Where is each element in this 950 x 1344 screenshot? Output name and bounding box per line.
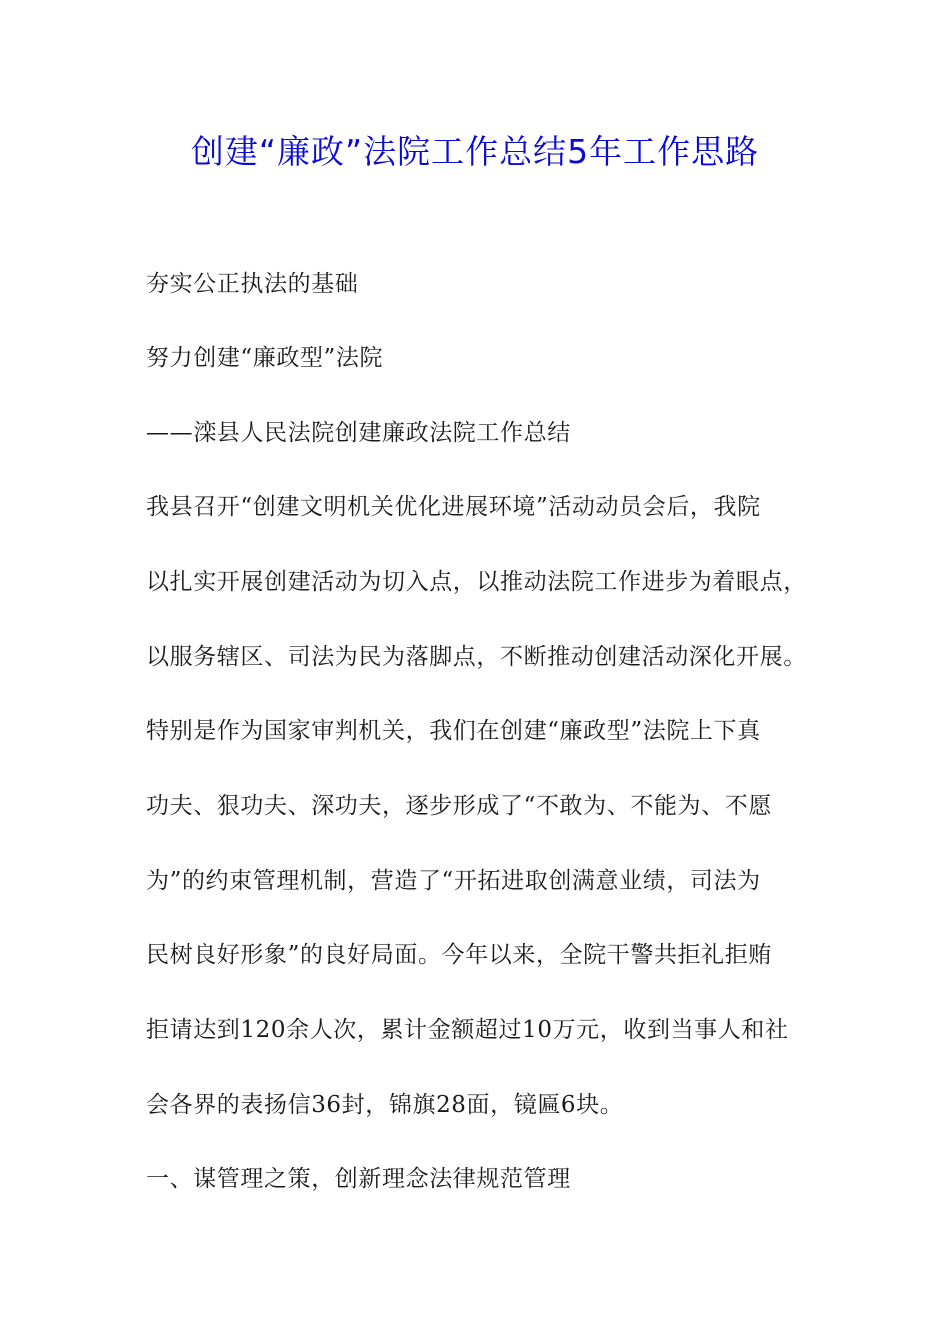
body-line-5: 功夫、狠功夫、深功夫，逐步形成了“不敢为、不能为、不愿 [146, 793, 772, 819]
body-line-2: 以扎实开展创建活动为切入点，以推动法院工作进步为着眼点， [146, 569, 807, 595]
body-line-9: 会各界的表扬信36封，锦旗28面，镜匾6块。 [146, 1092, 624, 1118]
body-line-4: 特别是作为国家审判机关，我们在创建“廉政型”法院上下真 [146, 718, 761, 744]
section-heading-1: 一、谋管理之策，创新理念法律规范管理 [146, 1166, 571, 1192]
subtitle-line-1: 夯实公正执法的基础 [146, 271, 359, 297]
subtitle-line-2: 努力创建“廉政型”法院 [146, 345, 384, 371]
body-line-1: 我县召开“创建文明机关优化进展环境”活动动员会后，我院 [146, 494, 761, 520]
subtitle-line-3: ——滦县人民法院创建廉政法院工作总结 [146, 420, 571, 446]
document-title: 创建“廉政”法院工作总结5年工作思路 [190, 132, 760, 171]
body-line-8: 拒请达到120余人次，累计金额超过10万元，收到当事人和社 [146, 1017, 789, 1043]
body-line-7: 民树良好形象”的良好局面。今年以来，全院干警共拒礼拒贿 [146, 942, 772, 968]
body-line-3: 以服务辖区、司法为民为落脚点，不断推动创建活动深化开展。 [146, 644, 807, 670]
body-line-6: 为”的约束管理机制，营造了“开拓进取创满意业绩，司法为 [146, 868, 761, 894]
